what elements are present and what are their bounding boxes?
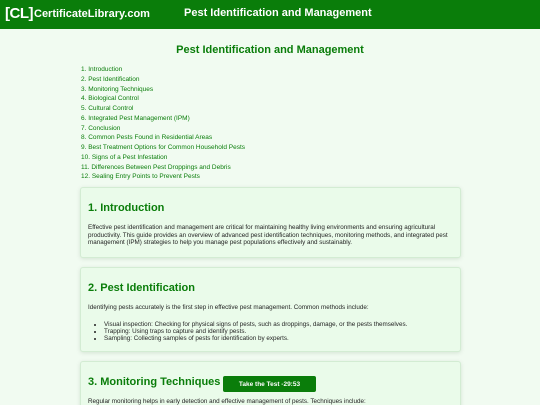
toc-link-introduction[interactable]: 1. Introduction [81, 66, 123, 73]
toc-item[interactable] [81, 94, 245, 104]
list-item: • Trapping: Using traps to capture and identify pests. [104, 328, 453, 335]
toc-link-cultural-control[interactable]: 5. Cultural Control [81, 105, 134, 112]
section-introduction [80, 187, 461, 258]
toc-link-sealing-entry-points[interactable]: 12. Sealing Entry Points to Prevent Pests [81, 173, 200, 181]
list-item: • Sampling: Collecting samples of pests for identification by experts. [104, 335, 453, 342]
toc-link-droppings-vs-debris[interactable]: 11. Differences Between Pest Droppings and Debris [81, 163, 231, 171]
toc-item[interactable] [81, 133, 245, 143]
toc-item[interactable] [81, 163, 245, 173]
list-item: • Visual inspection: Checking for physical signs of pests, such as droppings, damage, or the pests themselves. [104, 321, 453, 328]
toc-item[interactable] [81, 124, 245, 134]
header-title: Pest Identification and Management [184, 7, 372, 19]
toc-link-biological-control[interactable]: 4. Biological Control [81, 95, 139, 103]
take-test-button[interactable]: Take the Test -29:53 [223, 376, 316, 392]
toc-link-signs-of-infestation[interactable]: 10. Signs of a Pest Infestation [81, 153, 168, 161]
logo-text: CertificateLibrary.com [34, 8, 150, 20]
table-of-contents [81, 65, 245, 182]
site-logo[interactable] [5, 5, 150, 23]
section-body: Identifying pests accurately is the first step in effective pest management. Common methods include: [88, 304, 369, 311]
section-pest-identification [80, 267, 461, 352]
toc-link-treatment-options[interactable]: 9. Best Treatment Options for Common Household Pests [81, 144, 246, 151]
logo-mark: [CL] [5, 5, 33, 22]
section-body: Effective pest identification and management are critical for maintaining healthy living environments and ensuring agricultural productivity. This guide provides an overview of advanced pest identification techniques, monitoring methods, and integrated pest management (IPM) strategies to help you manage pest populations effectively and sustainably. [88, 224, 448, 247]
toc-link-conclusion[interactable]: 7. Conclusion [81, 124, 121, 132]
toc-item[interactable] [81, 75, 245, 85]
page-title: Pest Identification and Management [176, 44, 364, 56]
identification-methods-list [88, 321, 453, 343]
toc-link-pest-identification[interactable]: 2. Pest Identification [81, 75, 140, 83]
site-header [0, 0, 540, 29]
section-body: Regular monitoring helps in early detection and effective management of pests. Techniques include: [88, 398, 366, 405]
section-heading: 3. Monitoring Techniques [88, 376, 221, 388]
toc-link-ipm[interactable]: 6. Integrated Pest Management (IPM) [81, 114, 190, 122]
toc-item[interactable] [81, 65, 245, 75]
section-heading: 2. Pest Identification [88, 282, 195, 294]
toc-item[interactable] [81, 143, 245, 153]
toc-link-common-pests[interactable]: 8. Common Pests Found in Residential Areas [81, 134, 213, 142]
toc-link-monitoring[interactable]: 3. Monitoring Techniques [81, 85, 154, 93]
toc-item[interactable] [81, 153, 245, 163]
toc-item[interactable] [81, 172, 245, 182]
toc-item[interactable] [81, 104, 245, 114]
toc-item[interactable] [81, 114, 245, 124]
section-heading: 1. Introduction [88, 202, 165, 214]
toc-item[interactable] [81, 85, 245, 95]
